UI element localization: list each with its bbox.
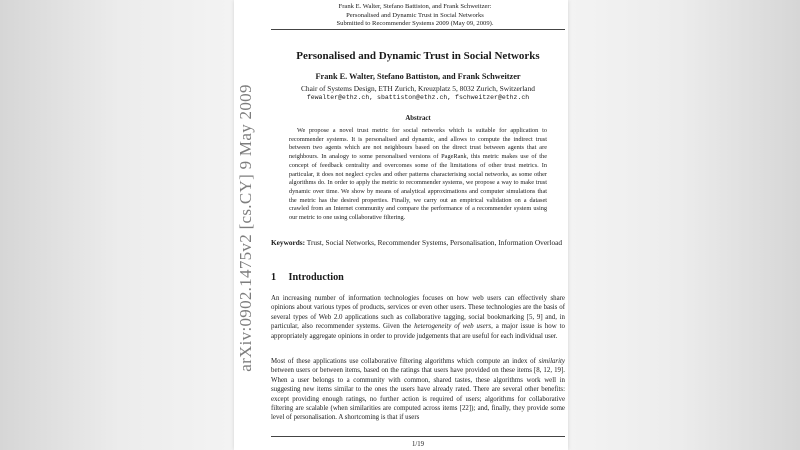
abstract-heading: Abstract <box>405 115 431 122</box>
paragraph-1-text-b: , a major issue is how to appropriately aggregate opinions in order to provide judgements that are useful for each individual user. <box>271 323 565 340</box>
header-line-3: Submitted to Recommender Systems 2009 (May 09, 2009). <box>336 20 494 28</box>
paragraph-1-emphasis: heterogeneity of web users <box>414 323 492 331</box>
header-rule <box>271 29 565 30</box>
intro-paragraph-2 <box>271 357 565 423</box>
section-number: 1 <box>271 272 277 283</box>
section-title: Introduction <box>288 272 344 283</box>
page-number: 1/19 <box>411 441 425 448</box>
keywords-text: Trust, Social Networks, Recommender Systems, Personalisation, Information Overload <box>306 238 563 247</box>
paragraph-1-text-a: An increasing number of information technologies focuses on how web users can effectively share opinions about various types of products, services or even other users. These technologies are the basis of several types of Web 2.0 applications such as collaborative tagging, social bookmarking [5, 9] and, in particular, also recommender systems. Given the <box>271 295 565 331</box>
author-emails: fewalter@ethz.ch, sbattiston@ethz.ch, fschweitzer@ethz.ch <box>306 94 530 101</box>
keywords <box>271 238 565 248</box>
affiliation: Chair of Systems Design, ETH Zurich, Kreuzplatz 5, 8032 Zurich, Switzerland <box>301 84 535 93</box>
paragraph-2-text-a: Most of these applications use collaborative filtering algorithms which compute an index of <box>271 358 539 365</box>
arxiv-id: arXiv:0902.1475v2 [cs.CY] 9 May 2009 <box>236 84 255 372</box>
section-heading <box>271 272 344 283</box>
paragraph-2-text-b: between users or between items, based on the ratings that users have provided on these items [8, 12, 19]. When a user belongs to a community with common, shared tastes, these algorithms work well in suggesting new items similar to the ones the users have already rated. There are several other benefits: except providing enough ratings, no further action is required of users; algorithms for collaborative filtering are scalable (when similarities are computed across items [22]); and, finally, they provide some level of personalisation. A shortcoming is that if users <box>271 367 565 422</box>
running-header <box>300 3 530 29</box>
header-line-2: Personalised and Dynamic Trust in Social Networks <box>346 11 484 19</box>
keywords-label: Keywords: <box>271 238 306 247</box>
footer-rule <box>271 436 565 437</box>
paper-title: Personalised and Dynamic Trust in Social Networks <box>296 50 540 62</box>
header-line-1: Frank E. Walter, Stefano Battiston, and Frank Schweitzer: <box>338 3 492 10</box>
author-list: Frank E. Walter, Stefano Battiston, and Frank Schweitzer <box>315 72 521 81</box>
intro-paragraph-1 <box>271 294 565 341</box>
paragraph-2-emphasis: similarity <box>538 358 565 365</box>
abstract-text: We propose a novel trust metric for social networks which is suitable for application to recommender systems. It is personalised and dynamic, and allows to compute the indirect trust between two agents which are not neighbours based on the direct trust between agents that are neighbours. In analogy to some personalised versions of PageRank, this metric makes use of the concept of feedback centrality and overcomes some of the limitations of other trust metrics. In particular, it does not neglect cycles and other patterns characterising social networks, as some other algorithms do. In order to apply the metric to recommender systems, we propose a way to make trust dynamic over time. We show by means of analytical approximations and computer simulations that the metric has the desired properties. Finally, we carry out an empirical validation on a dataset crawled from an Internet community and compare the performance of a recommender system using our metric to one using collaborative filtering. <box>289 127 547 222</box>
